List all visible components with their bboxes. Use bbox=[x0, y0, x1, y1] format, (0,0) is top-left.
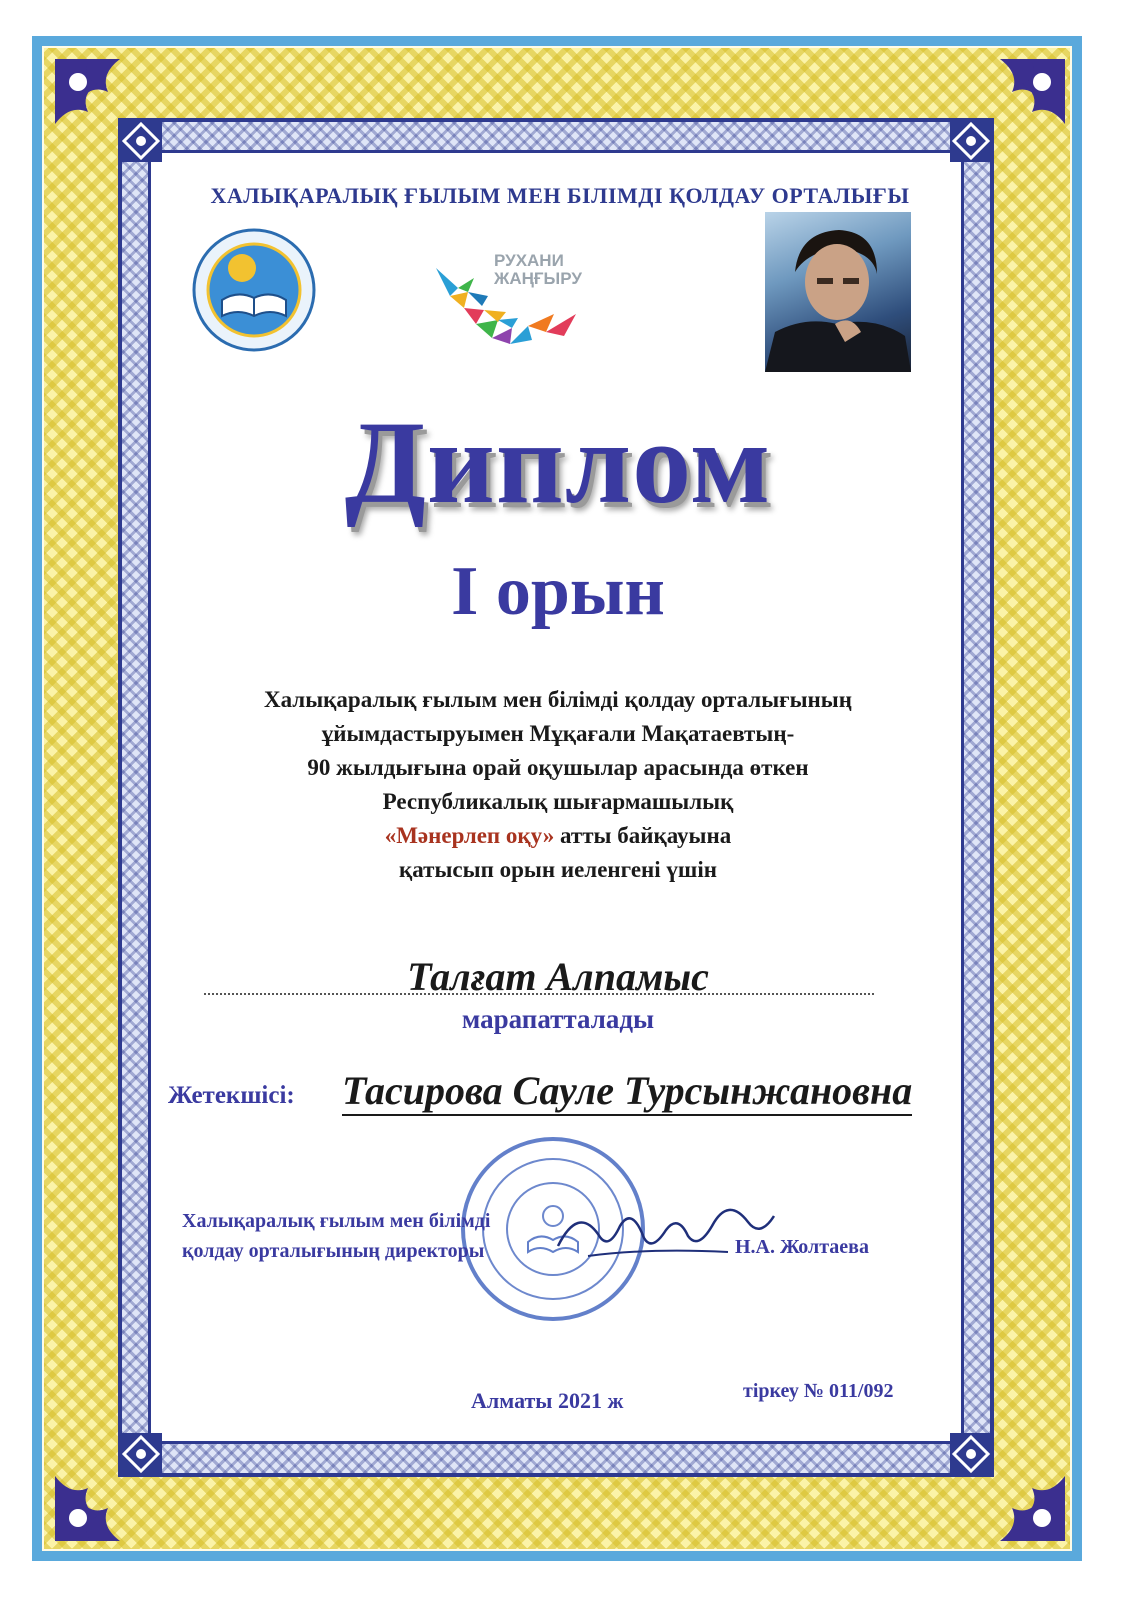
description-line-4: Республикалық шығармашылық bbox=[382, 789, 734, 814]
place-award: І орын bbox=[451, 553, 665, 630]
description-line-2: ұйымдастыруымен Мұқағали Мақатаевтың- bbox=[321, 721, 795, 746]
director-line-2: қолдау орталығының директоры bbox=[182, 1240, 485, 1262]
organization-header: ХАЛЫҚАРАЛЫҚ ҒЫЛЫМ МЕН БІЛІМДІ ҚОЛДАУ ОРТАЛЫҒЫ bbox=[210, 183, 910, 208]
description-line-5-rest: атты байқауына bbox=[554, 823, 732, 848]
description-line-3: 90 жылдығына орай оқушылар арасында өткен bbox=[307, 755, 809, 780]
portrait-photo bbox=[765, 212, 911, 372]
rukhani-line2: ЖАҢҒЫРУ bbox=[494, 269, 582, 288]
registration-number: тіркеу № 011/092 bbox=[743, 1380, 894, 1402]
director-line-1: Халықаралық ғылым мен білімді bbox=[182, 1210, 491, 1232]
description-line-5 bbox=[150, 819, 966, 853]
award-description bbox=[150, 683, 966, 887]
diploma-title: Диплом bbox=[344, 397, 772, 528]
supervisor-name: Тасирова Сауле Турсынжановна bbox=[342, 1068, 912, 1116]
recipient-name: Талғат Алпамыс bbox=[407, 954, 709, 999]
city-year: Алматы 2021 ж bbox=[471, 1388, 624, 1413]
rukhani-logo-text bbox=[494, 252, 582, 288]
square-ornament-icon bbox=[120, 1433, 162, 1475]
square-ornament-icon bbox=[120, 120, 162, 162]
supervisor-label: Жетекшісі: bbox=[168, 1082, 295, 1109]
signature-icon bbox=[548, 1186, 778, 1276]
rukhani-line1: РУХАНИ bbox=[494, 251, 564, 270]
square-ornament-icon bbox=[950, 1433, 992, 1475]
director-name: Н.А. Жолтаева bbox=[735, 1236, 869, 1258]
square-ornament-icon bbox=[950, 120, 992, 162]
organization-emblem-icon bbox=[192, 228, 316, 352]
director-title bbox=[182, 1206, 490, 1266]
awarded-text: марапатталады bbox=[461, 1004, 655, 1034]
description-line-6: қатысып орын иеленгені үшін bbox=[399, 857, 717, 882]
description-line-1: Халықаралық ғылым мен білімді қолдау орталығының bbox=[263, 687, 853, 712]
competition-name: «Мәнерлеп оқу» bbox=[384, 823, 555, 848]
